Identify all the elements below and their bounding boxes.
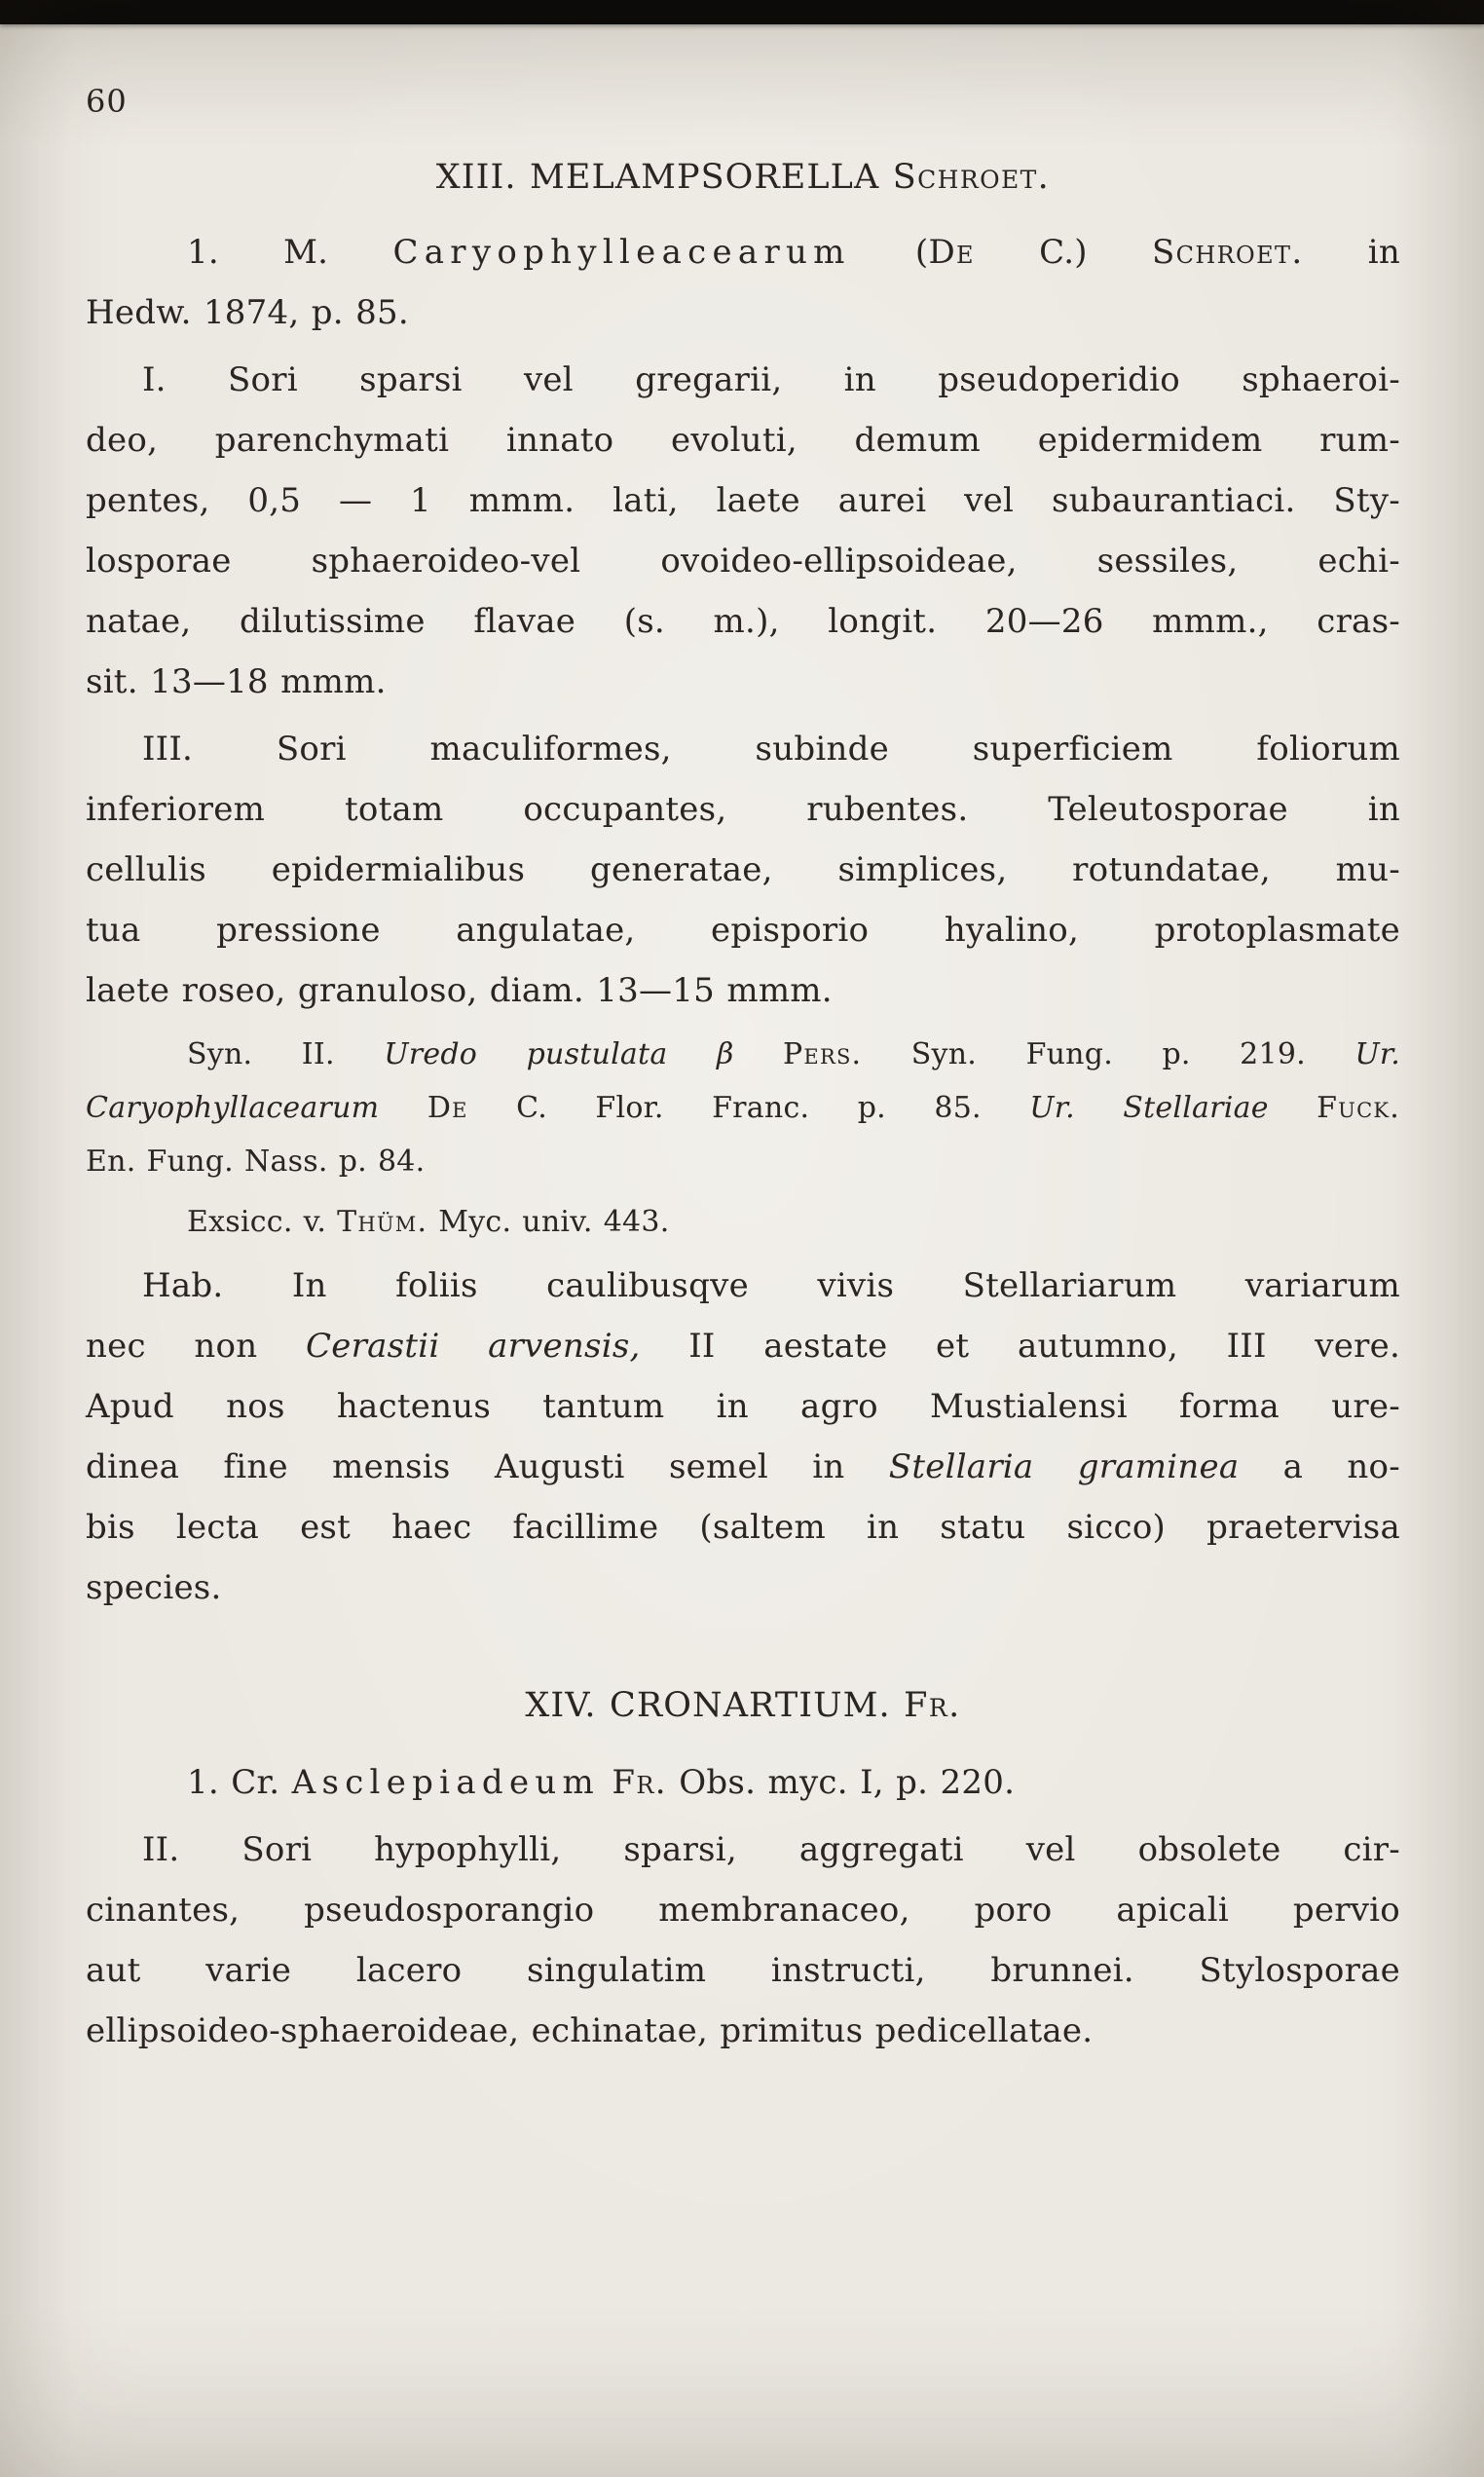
text-line	[86, 282, 1400, 343]
section-heading	[86, 1674, 1400, 1737]
text-line	[86, 1437, 1400, 1497]
text-line	[86, 591, 1400, 652]
text-run	[1269, 1091, 1317, 1125]
paragraph	[86, 222, 1400, 343]
text-run: Uredo pustulata	[384, 1037, 668, 1071]
text-run: 1. M.	[187, 233, 393, 272]
text-run: in	[1303, 233, 1400, 272]
text-run: ellipsoideo-sphaeroideae, echinatae, primitus pedicellatae.	[86, 2011, 1094, 2050]
text-line	[86, 840, 1400, 900]
text-line	[86, 1497, 1400, 1558]
text-line	[86, 1558, 1400, 1618]
text-line	[86, 1135, 1400, 1188]
text-run: species.	[86, 1568, 222, 1607]
text-run: XIII. MELAMPSORELLA	[435, 158, 893, 197]
text-run: Obs. myc. I, p. 220.	[666, 1763, 1016, 1802]
text-run	[600, 1763, 612, 1802]
text-run: pentes, 0,5 — 1 mmm. lati, laete aurei vel subaurantiaci. Sty-	[86, 481, 1400, 520]
text-run: inferiorem totam occupantes, rubentes. Teleutosporae in	[86, 790, 1400, 829]
paragraph	[86, 1752, 1400, 1813]
text-run: Schroet.	[1151, 233, 1304, 272]
text-run: Syn. II.	[187, 1037, 385, 1071]
text-run: losporae sphaeroideo-vel ovoideo-ellipsoideae, sessiles, echi-	[86, 542, 1400, 581]
paragraph	[86, 1195, 1400, 1249]
text-run: Fr.	[612, 1763, 667, 1802]
text-line	[86, 222, 1400, 282]
text-run: deo, parenchymati innato evoluti, demum epidermidem rum-	[86, 421, 1400, 460]
text-run: Hedw. 1874, p. 85.	[86, 293, 409, 332]
text-run	[379, 1091, 427, 1125]
text-run: laete roseo, granuloso, diam. 13—15 mmm.	[86, 971, 833, 1010]
text-run: dinea fine mensis Augusti semel in	[86, 1447, 889, 1486]
scan-edge-bar	[0, 0, 1484, 24]
text-run: 1. Cr.	[187, 1763, 292, 1802]
text-run: β	[667, 1037, 784, 1071]
text-run: III. Sori maculiformes, subinde superficiem foliorum	[142, 730, 1400, 769]
text-run: nec non	[86, 1327, 307, 1366]
text-line	[86, 470, 1400, 531]
text-run: Exsicc. v.	[187, 1205, 338, 1239]
text-run: bis lecta est haec facillime (saltem in statu sicco) praetervisa	[86, 1508, 1400, 1547]
text-run: En. Fung. Nass. p. 84.	[86, 1145, 426, 1179]
text-run: II aestate et autumno, III vere.	[640, 1327, 1400, 1366]
text-run: Cerastii arvensis,	[306, 1327, 641, 1366]
paragraph	[86, 1028, 1400, 1188]
text-run: cellulis epidermialibus generatae, simplices, rotundatae, mu-	[86, 850, 1400, 889]
page-body	[86, 146, 1400, 2068]
page-number: 60	[86, 83, 128, 120]
text-run: Pers.	[783, 1037, 863, 1071]
text-line	[86, 960, 1400, 1021]
text-line	[86, 1752, 1400, 1813]
text-run: C. Flor. Franc. p. 85.	[467, 1091, 1030, 1125]
text-line	[86, 900, 1400, 960]
paragraph	[86, 350, 1400, 712]
text-run: cinantes, pseudosporangio membranaceo, poro apicali pervio	[86, 1891, 1400, 1930]
paragraph	[86, 719, 1400, 1021]
text-run: II. Sori hypophylli, sparsi, aggregati vel obsolete cir-	[142, 1830, 1400, 1869]
text-run: XIV. CRONARTIUM.	[525, 1686, 905, 1725]
text-line	[86, 1316, 1400, 1376]
text-line	[86, 1880, 1400, 1940]
text-line	[86, 2001, 1400, 2061]
text-line	[86, 1376, 1400, 1437]
text-run: Ur. Stellariae	[1029, 1091, 1269, 1125]
text-run: Caryophylleacearum	[392, 233, 851, 272]
text-run: I. Sori sparsi vel gregarii, in pseudoperidio sphaeroi-	[142, 360, 1400, 399]
text-run: Ur.	[1354, 1037, 1400, 1071]
text-run: aut varie lacero singulatim instructi, brunnei. Stylosporae	[86, 1951, 1400, 1990]
text-run: Hab. In foliis caulibusqve vivis Stellariarum variarum	[142, 1266, 1400, 1305]
text-line	[86, 1256, 1400, 1316]
text-line	[86, 652, 1400, 712]
text-run: natae, dilutissime flavae (s. m.), longit. 20—26 mmm., cras-	[86, 602, 1400, 641]
text-run: Fuck.	[1317, 1091, 1400, 1125]
text-run: (	[850, 233, 929, 272]
text-line	[86, 779, 1400, 840]
section-heading	[86, 146, 1400, 208]
text-line	[86, 1081, 1400, 1135]
text-run: Stellaria graminea	[888, 1447, 1240, 1486]
text-line	[86, 410, 1400, 470]
text-line	[86, 1028, 1400, 1081]
text-line	[86, 531, 1400, 591]
text-run: a no-	[1239, 1447, 1400, 1486]
text-run: Caryophyllacearum	[86, 1091, 380, 1125]
text-line	[86, 1820, 1400, 1880]
text-run: Syn. Fung. p. 219.	[862, 1037, 1355, 1071]
text-line	[86, 1940, 1400, 2001]
text-line	[86, 350, 1400, 410]
text-run: Myc. univ. 443.	[427, 1205, 670, 1239]
text-run: De	[427, 1091, 468, 1125]
text-run: De	[928, 233, 975, 272]
text-line	[86, 1195, 1400, 1249]
text-run: Thüm.	[337, 1205, 428, 1239]
text-run: tua pressione angulatae, episporio hyalino, protoplasmate	[86, 911, 1400, 950]
text-run: Schroet.	[892, 158, 1051, 197]
paragraph	[86, 1256, 1400, 1618]
text-run: Asclepiadeum	[291, 1763, 601, 1802]
paragraph	[86, 1820, 1400, 2061]
text-run: Fr.	[904, 1686, 961, 1725]
text-run: C.)	[974, 233, 1152, 272]
text-line	[86, 719, 1400, 779]
text-run: sit. 13—18 mmm.	[86, 662, 387, 701]
text-run: Apud nos hactenus tantum in agro Mustialensi forma ure-	[86, 1387, 1400, 1426]
